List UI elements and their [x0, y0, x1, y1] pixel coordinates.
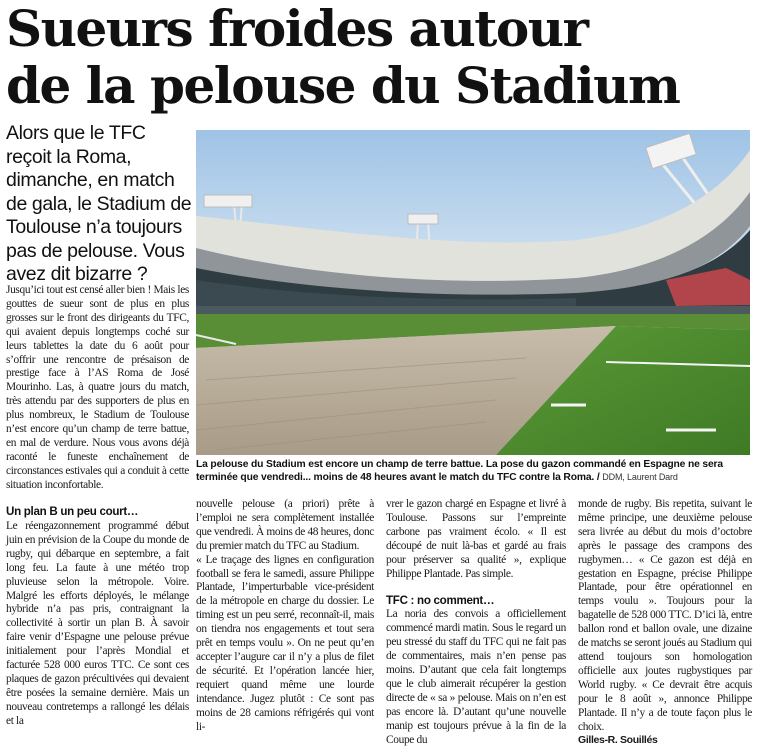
headline-line-1: Sueurs froides autour	[6, 0, 588, 58]
column-2-paragraph-2: « Le traçage des lignes en configuration football se fera le samedi, assure Philippe Plantade, l’imperturbable vice-président de la métropole en charge du dossier. Le timing est un peu serré, reconnaît-il, mais on tiendra nos engagements et tout sera prêt en temps voulu ». On ne peut qu’en accepter l’augure car il n’y a plus de filet de sécurité. Et l’opération lancée hier, requiert quand même une lourde intendance. Jugez plutôt : Ce sont pas moins de 28 camions réfrigérés qui vont li-	[196, 553, 374, 733]
caption-text: La pelouse du Stadium est encore un champ de terre battue. La pose du gazon commandé en Espagne ne sera terminée que vendredi... moins de 48 heures avant le match du TFC contre la Roma. /	[196, 459, 723, 483]
column-3-paragraph-2: La noria des convois a officiellement commencé mardi matin. Sous le regard un peu stressé du staff du TFC qui ne fait pas de commentaires, mais n’en pense pas moins. D’autant que cela fait longtemps que le club aimerait récupérer la gestion directe de « sa » pelouse. Mais on n’en est pas encore là. D’autant qu’une nouvelle manip est toujours prévue à la fin de la Coupe du	[386, 608, 566, 746]
standfirst: Alors que le TFC reçoit la Roma, dimanche, en match de gala, le Stadium de Toulouse n’a toujours pas de pelouse. Vous avez dit bizarre ?	[6, 122, 192, 285]
headline	[6, 0, 756, 114]
subhead-no-comment: TFC : no comment…	[386, 594, 495, 608]
stadium-illustration	[196, 130, 750, 455]
column-4-text: monde de rugby. Bis repetita, suivant le même principe, une deuxième pelouse sera livrée au début du mois d’octobre après le passage des crampons des rugbymen… « Ce gazon est déjà en gestation en Espagne, précise Philippe Plantade, pour être opérationnel en temps voulu ». Toujours pour la bagatelle de 528 000 TTC. D’ici là, entre ballon rond et ballon ovale, une dizaine de matchs se seront joués au Stadium qui attend toujours son homologation officielle aux joutes rugbystiques par World rugby. « Ce devrait être acquis pour le 8 août », annonce Philippe Plantade. Il n’y a de toute façon plus le choix.	[578, 498, 752, 733]
lede-paragraph	[6, 284, 189, 493]
column-1	[6, 520, 189, 729]
stadium-photo	[196, 130, 750, 455]
photo-caption	[196, 458, 752, 484]
column-3-paragraph-1: vrer le gazon chargé en Espagne et livré à Toulouse. Passons sur l’empreinte carbone pas vraiment écolo. « Il est découpé de nuit là-bas et gardé au frais pour préserver sa qualité », explique Philippe Plantade. Pas simple.	[386, 498, 566, 580]
caption-credit: DDM, Laurent Dard	[602, 472, 678, 482]
column-2-paragraph-1: nouvelle pelouse (a priori) prête à l’emploi ne sera complètement installée que vendredi. À moins de 48 heures, donc du premier match du TFC au Stadium.	[196, 498, 375, 552]
column-4	[578, 498, 752, 748]
author-signature: Gilles-R. Souillés	[578, 734, 658, 747]
column-2	[196, 498, 374, 734]
column-3	[386, 498, 566, 748]
lede-text: Jusqu’ici tout est censé aller bien ! Mais les gouttes de sueur sont de plus en plus grosses sur le front des dirigeants du TFC, qui avaient depuis longtemps coché sur leurs tablettes la date du 6 août pour s’offrir une rencontre de présaison de prestige face à l’AS Roma de José Mourinho. Las, à quatre jours du match, très attendu par des supporters de plus en plus nombreux, le Stadium de Toulouse n’est encore qu’un champ de terre battue, en mal de verdure. Nous vous avons déjà raconté le funeste enchaînement de circonstances estivales qui a conduit à cette situation inconfortable.	[6, 284, 189, 491]
headline-line-2: de la pelouse du Stadium	[6, 56, 680, 115]
column-1-text: Le réengazonnement programmé début juin en prévision de la Coupe du monde de rugby, qui débarque en septembre, a fait long feu. La faute à une météo trop pluvieuse selon la métropole. Voire. Malgré les efforts déployés, le mélange hybride n’a pas pris, contraignant la collectivité à sortir un plan B. À savoir faire venir d’Espagne une pelouse prévue initialement pour l’après Mondial et facturée 528 000 euros TTC. Ce sont ces plaques de gazon précultivées qui devaient être posées la semaine dernière. Mais un nouveau contretemps a rallongé les délais et la	[6, 520, 189, 727]
subhead-plan-b: Un plan B un peu court…	[6, 505, 139, 518]
